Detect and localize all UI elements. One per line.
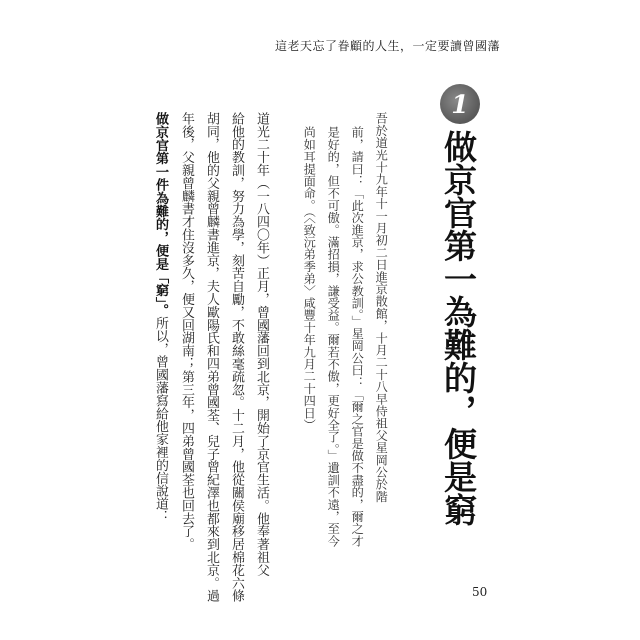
body-column: 胡同，他的父親曾麟書進京，夫人歐陽氏和四弟曾國荃、兒子曾紀澤也都來到北京。過: [203, 112, 219, 603]
body-column: 道光二十年（一八四〇年）正月，曾國藩回到北京，開始了京官生活。他奉著祖父: [253, 112, 269, 577]
body-column: 年後，父親曾麟書才住沒多久，便又回湖南；第三年，四弟曾國荃也回去了。: [178, 112, 194, 551]
quote-column: 尚如耳提面命。（〈致沅弟季弟〉咸豐十年九月二十四日）: [302, 126, 317, 431]
closing-text: 所以，曾國藩寫給他家裡的信說道：: [153, 316, 168, 524]
quote-column: 吾於道光十九年十一月初二日進京散館，十月二十八早侍祖父星岡公於階: [374, 112, 389, 503]
chapter-title: 做京官第一為難的，便是窮: [439, 130, 478, 526]
chapter-number: 1: [451, 89, 469, 119]
body-column: 給他的教訓，努力為學，刻苦自勵，不敢絲毫疏忽。十二月，他從關侯廟移居棉花六條: [228, 112, 244, 603]
quote-column: 前，請曰：「此次進京，求公教訓。」星岡公曰：「爾之官是做不盡的，爾之才: [350, 126, 365, 547]
page-number: 50: [472, 585, 488, 599]
running-header: 這老天忘了眷顧的人生，一定要讀曾國藩: [274, 39, 500, 53]
emphasis-text: 做京官第一件為難的，便是「窮」。: [153, 112, 168, 317]
closing-column: [152, 112, 168, 523]
quote-column: 是好的，但不可傲。滿招損，謙受益。爾若不傲，更好全了。」遺訓不遠，至今: [326, 126, 341, 547]
chapter-number-badge: [440, 84, 480, 124]
